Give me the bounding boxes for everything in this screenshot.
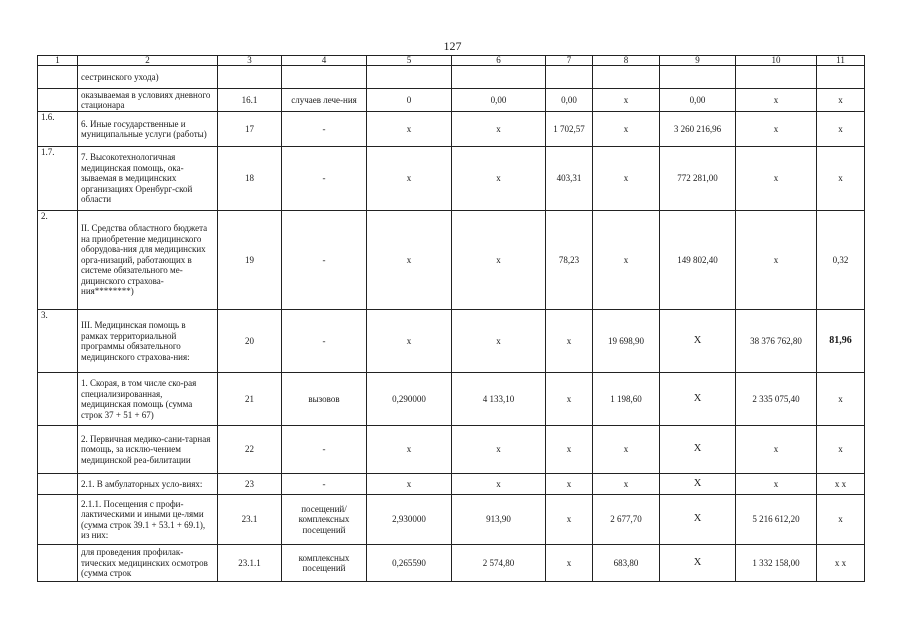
- column-header: 7: [546, 56, 593, 66]
- table-cell: х х: [817, 545, 865, 582]
- table-cell: х: [736, 474, 817, 495]
- row-name-cell: 7. Высокотехнологичная медицинская помощь, ока-зываемая в медицинских организациях Оренбург-ской области: [78, 147, 218, 211]
- table-cell: х: [452, 211, 546, 310]
- table-cell: случаев лече-ния: [282, 89, 367, 112]
- table-cell: Х: [660, 310, 736, 373]
- table-cell: 17: [218, 112, 282, 147]
- table-cell: 21: [218, 373, 282, 426]
- row-name-cell: 6. Иные государственные и муниципальные услуги (работы): [78, 112, 218, 147]
- table-cell: [367, 66, 452, 89]
- table-cell: х: [593, 112, 660, 147]
- table-cell: 1 332 158,00: [736, 545, 817, 582]
- column-header: 9: [660, 56, 736, 66]
- row-name-cell: 2. Первичная медико-сани-тарная помощь, за исклю-чением медицинской реа-билитации: [78, 426, 218, 474]
- table-cell: комплексных посещений: [282, 545, 367, 582]
- table-cell: [282, 66, 367, 89]
- row-number-cell: 3.: [38, 310, 78, 373]
- table-cell: 2 574,80: [452, 545, 546, 582]
- table-cell: 2,930000: [367, 495, 452, 545]
- table-cell: 3 260 216,96: [660, 112, 736, 147]
- row-number-cell: 2.: [38, 211, 78, 310]
- table-header-row: [38, 56, 865, 66]
- table-cell: -: [282, 474, 367, 495]
- table-cell: 913,90: [452, 495, 546, 545]
- table-cell: х: [546, 495, 593, 545]
- table-cell: х: [452, 147, 546, 211]
- row-number-cell: [38, 545, 78, 582]
- table-cell: х: [817, 89, 865, 112]
- table-row: [38, 545, 865, 582]
- row-number-cell: [38, 474, 78, 495]
- column-header: 3: [218, 56, 282, 66]
- row-name-cell: III. Медицинская помощь в рамках территориальной программы обязательного медицинского страхова-ния:: [78, 310, 218, 373]
- row-name-cell: для проведения профилак-тических медицинских осмотров (сумма строк: [78, 545, 218, 582]
- table-cell: 19 698,90: [593, 310, 660, 373]
- row-name-cell: II. Средства областного бюджета на приобретение медицинского оборудова-ния для медицинских орга-низаций, работающих в системе обязательного ме-дицинского страхова-ния********): [78, 211, 218, 310]
- table-cell: 2 335 075,40: [736, 373, 817, 426]
- column-header: 2: [78, 56, 218, 66]
- table-cell: [452, 66, 546, 89]
- table-cell: х: [736, 112, 817, 147]
- table-cell: 38 376 762,80: [736, 310, 817, 373]
- column-header: 10: [736, 56, 817, 66]
- table-row: [38, 310, 865, 373]
- table-cell: -: [282, 147, 367, 211]
- table-cell: 78,23: [546, 211, 593, 310]
- table-cell: 19: [218, 211, 282, 310]
- table-cell: х: [546, 545, 593, 582]
- table-cell: х: [452, 310, 546, 373]
- table-cell: 23.1.1: [218, 545, 282, 582]
- table-cell: Х: [660, 373, 736, 426]
- row-number-cell: [38, 426, 78, 474]
- table-cell: х: [367, 310, 452, 373]
- table-cell: 0,265590: [367, 545, 452, 582]
- column-header: 1: [38, 56, 78, 66]
- table-cell: х: [593, 474, 660, 495]
- table-cell: Х: [660, 474, 736, 495]
- table-cell: 23.1: [218, 495, 282, 545]
- row-name-cell: сестринского ухода): [78, 66, 218, 89]
- table-cell: 403,31: [546, 147, 593, 211]
- table-row: [38, 89, 865, 112]
- table-cell: х: [593, 426, 660, 474]
- table-row: [38, 495, 865, 545]
- table-cell: [593, 66, 660, 89]
- column-header: 11: [817, 56, 865, 66]
- data-table: [37, 55, 865, 582]
- table-row: [38, 426, 865, 474]
- table-cell: х: [452, 474, 546, 495]
- table-cell: х: [817, 426, 865, 474]
- table-cell: 0,00: [452, 89, 546, 112]
- table-cell: х: [367, 426, 452, 474]
- table-cell: х: [593, 211, 660, 310]
- row-number-cell: 1.7.: [38, 147, 78, 211]
- row-number-cell: [38, 89, 78, 112]
- table-cell: 0,00: [660, 89, 736, 112]
- table-cell: 0,00: [546, 89, 593, 112]
- table-cell: х: [736, 426, 817, 474]
- table-cell: х: [546, 474, 593, 495]
- table-cell: вызовов: [282, 373, 367, 426]
- table-row: [38, 474, 865, 495]
- table-cell: х: [736, 147, 817, 211]
- table-cell: [546, 66, 593, 89]
- table-cell: 81,96: [817, 310, 865, 373]
- table-cell: Х: [660, 495, 736, 545]
- column-header: 6: [452, 56, 546, 66]
- table-cell: 1 198,60: [593, 373, 660, 426]
- page-number: 127: [443, 39, 462, 53]
- table-cell: х: [367, 474, 452, 495]
- column-header: 5: [367, 56, 452, 66]
- table-cell: 20: [218, 310, 282, 373]
- row-name-cell: оказываемая в условиях дневного стационара: [78, 89, 218, 112]
- table-cell: 16.1: [218, 89, 282, 112]
- table-cell: х: [546, 373, 593, 426]
- table-cell: х: [593, 89, 660, 112]
- table-cell: [736, 66, 817, 89]
- table-cell: 772 281,00: [660, 147, 736, 211]
- table-cell: 4 133,10: [452, 373, 546, 426]
- table-cell: х: [452, 426, 546, 474]
- table-cell: х: [367, 211, 452, 310]
- column-header: 8: [593, 56, 660, 66]
- table-cell: 5 216 612,20: [736, 495, 817, 545]
- table-cell: [817, 66, 865, 89]
- table-row: [38, 66, 865, 89]
- table-cell: х: [546, 310, 593, 373]
- table-cell: х х: [817, 474, 865, 495]
- table-cell: 683,80: [593, 545, 660, 582]
- table-cell: х: [817, 373, 865, 426]
- table-cell: х: [817, 495, 865, 545]
- row-number-cell: [38, 66, 78, 89]
- table-cell: х: [736, 211, 817, 310]
- table-cell: 0,290000: [367, 373, 452, 426]
- table-cell: -: [282, 112, 367, 147]
- row-number-cell: 1.6.: [38, 112, 78, 147]
- table-cell: [218, 66, 282, 89]
- table-cell: посещений/ комплексных посещений: [282, 495, 367, 545]
- table-cell: Х: [660, 426, 736, 474]
- column-header: 4: [282, 56, 367, 66]
- table-cell: 18: [218, 147, 282, 211]
- table-cell: -: [282, 426, 367, 474]
- table-row: [38, 147, 865, 211]
- table-row: [38, 211, 865, 310]
- table-cell: 22: [218, 426, 282, 474]
- table-cell: х: [367, 112, 452, 147]
- row-number-cell: [38, 495, 78, 545]
- table-cell: 0: [367, 89, 452, 112]
- table-cell: х: [593, 147, 660, 211]
- table-cell: Х: [660, 545, 736, 582]
- row-name-cell: 2.1.1. Посещения с профи-лактическими и иными це-лями (сумма строк 39.1 + 53.1 + 69.1), из них:: [78, 495, 218, 545]
- row-name-cell: 2.1. В амбулаторных усло-виях:: [78, 474, 218, 495]
- table-cell: 1 702,57: [546, 112, 593, 147]
- table-cell: -: [282, 310, 367, 373]
- table-cell: 0,32: [817, 211, 865, 310]
- table-cell: х: [736, 89, 817, 112]
- table-cell: х: [367, 147, 452, 211]
- row-name-cell: 1. Скорая, в том числе ско-рая специализированная, медицинская помощь (сумма строк 37 + 51 + 67): [78, 373, 218, 426]
- table-cell: 149 802,40: [660, 211, 736, 310]
- table-cell: [660, 66, 736, 89]
- table-cell: 23: [218, 474, 282, 495]
- table-cell: х: [452, 112, 546, 147]
- row-number-cell: [38, 373, 78, 426]
- table-row: [38, 112, 865, 147]
- table-cell: х: [817, 112, 865, 147]
- table-cell: х: [817, 147, 865, 211]
- table-cell: 2 677,70: [593, 495, 660, 545]
- table-row: [38, 373, 865, 426]
- table-cell: -: [282, 211, 367, 310]
- table-cell: х: [546, 426, 593, 474]
